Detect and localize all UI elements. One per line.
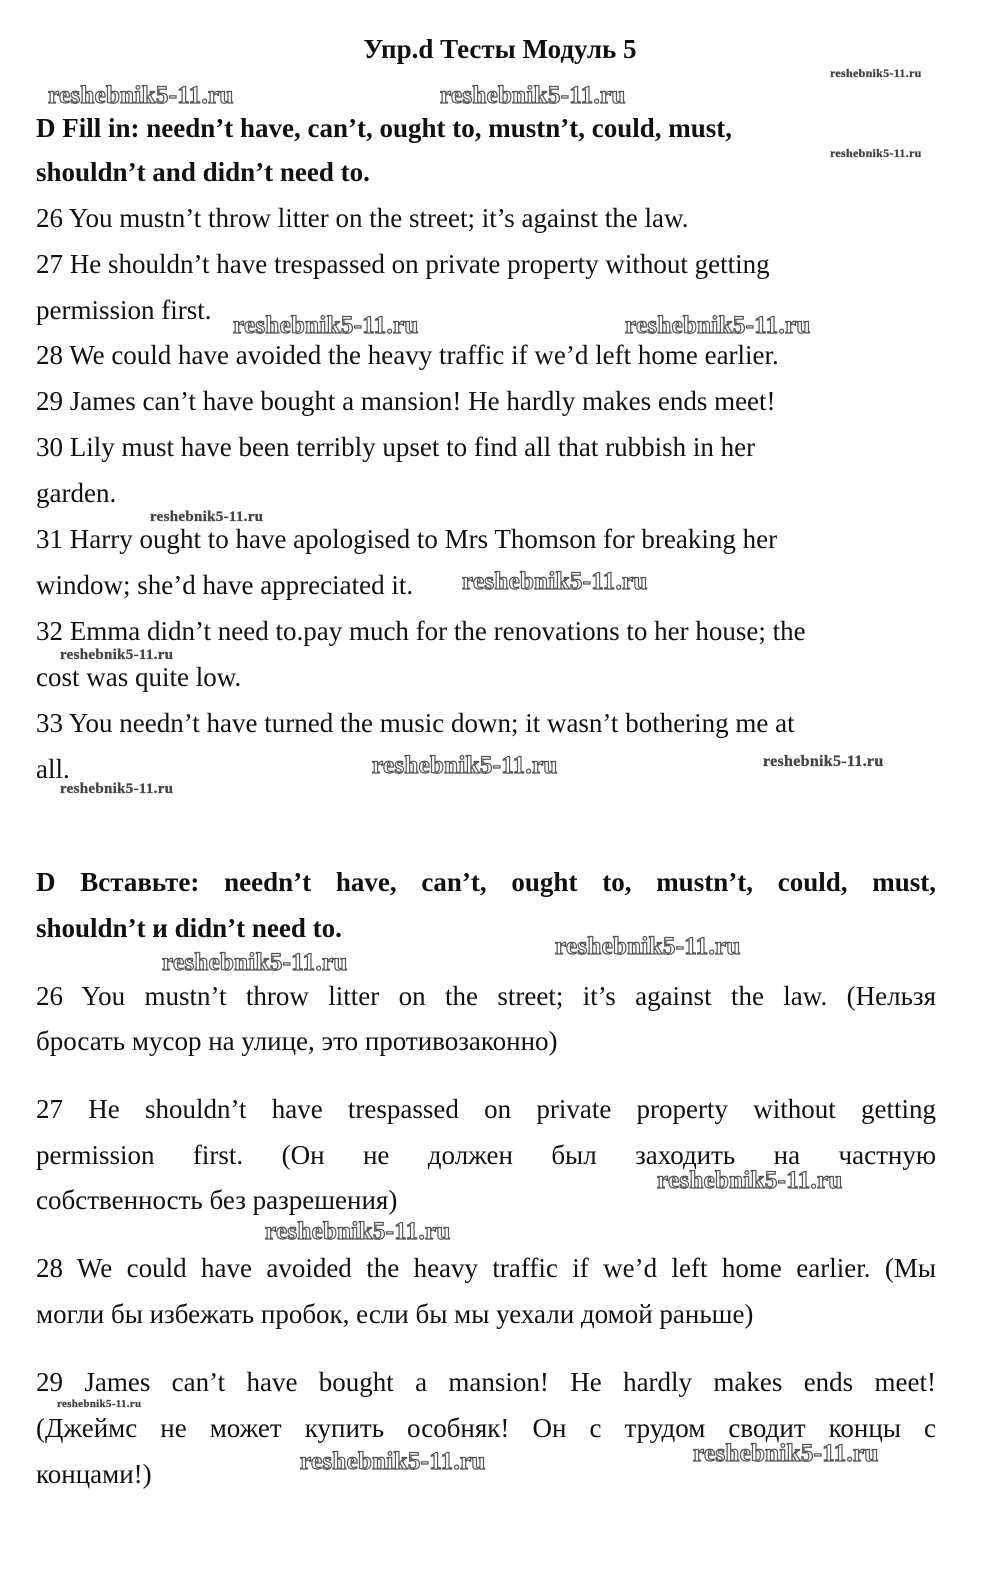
watermark: reshebnik5-11.ru	[60, 781, 174, 797]
answer-line: 29 James can’t have bought a mansion! He hardly makes ends meet!	[36, 386, 776, 416]
answer-line: 28 We could have avoided the heavy traffic if we’d left home earlier.	[36, 340, 779, 370]
translation-line: 26 You mustn’t throw litter on the street; it’s against the law. (Нельзя	[36, 981, 936, 1011]
answer-line: all.	[36, 754, 70, 784]
watermark: reshebnik5-11.ru	[830, 66, 922, 80]
watermark: reshebnik5-11.ru	[657, 1167, 843, 1194]
watermark: reshebnik5-11.ru	[57, 1398, 142, 1410]
translation-line: могли бы избежать пробок, если бы мы уехали домой раньше)	[36, 1299, 754, 1329]
watermark: reshebnik5-11.ru	[830, 146, 922, 160]
watermark: reshebnik5-11.ru	[162, 949, 348, 976]
watermark: reshebnik5-11.ru	[693, 1440, 879, 1467]
translation-line: концами!)	[36, 1459, 152, 1489]
heading-ru-1: D Вставьте: needn’t have, can’t, ought to, mustn’t, could, must,	[36, 867, 936, 897]
watermark: reshebnik5-11.ru	[763, 753, 884, 770]
watermark: reshebnik5-11.ru	[265, 1218, 451, 1245]
heading-en-2: shouldn’t and didn’t need to.	[36, 157, 370, 187]
answer-line: 26 You mustn’t throw litter on the street; it’s against the law.	[36, 203, 689, 233]
translation-line: 29 James can’t have bought a mansion! He hardly makes ends meet!	[36, 1367, 936, 1397]
translation-line: 27 He shouldn’t have trespassed on private property without getting	[36, 1094, 936, 1124]
watermark: reshebnik5-11.ru	[300, 1448, 486, 1475]
page-title: Упр.d Тесты Модуль 5	[363, 34, 637, 64]
watermark: reshebnik5-11.ru	[440, 82, 626, 109]
watermark: reshebnik5-11.ru	[462, 568, 648, 595]
answer-line: 30 Lily must have been terribly upset to find all that rubbish in her	[36, 432, 756, 462]
answer-line: 27 He shouldn’t have trespassed on private property without getting	[36, 249, 770, 279]
answer-line: permission first.	[36, 295, 212, 325]
watermark: reshebnik5-11.ru	[372, 752, 558, 779]
translation-line: бросать мусор на улице, это противозаконно)	[36, 1026, 558, 1056]
answer-line: garden.	[36, 478, 117, 508]
watermark: reshebnik5-11.ru	[48, 82, 234, 109]
translation-line: собственность без разрешения)	[36, 1185, 398, 1215]
watermark: reshebnik5-11.ru	[625, 312, 811, 339]
answer-line: 31 Harry ought to have apologised to Mrs Thomson for breaking her	[36, 524, 778, 554]
answer-line: 33 You needn’t have turned the music down; it wasn’t bothering me at	[36, 708, 795, 738]
heading-ru-2: shouldn’t и didn’t need to.	[36, 913, 342, 943]
translation-line: (Джеймс не может купить особняк! Он с трудом сводит концы с	[36, 1413, 936, 1443]
answer-line: cost was quite low.	[36, 662, 242, 692]
translation-line: permission first. (Он не должен был заходить на частную	[36, 1140, 936, 1170]
watermark: reshebnik5-11.ru	[60, 647, 174, 663]
answer-line: window; she’d have appreciated it.	[36, 570, 414, 600]
watermark: reshebnik5-11.ru	[150, 509, 264, 525]
answer-line: 32 Emma didn’t need to.pay much for the renovations to her house; the	[36, 616, 806, 646]
watermark: reshebnik5-11.ru	[233, 312, 419, 339]
watermark: reshebnik5-11.ru	[555, 933, 741, 960]
heading-en-1: D Fill in: needn’t have, can’t, ought to, mustn’t, could, must,	[36, 113, 733, 143]
translation-line: 28 We could have avoided the heavy traffic if we’d left home earlier. (Мы	[36, 1253, 936, 1283]
